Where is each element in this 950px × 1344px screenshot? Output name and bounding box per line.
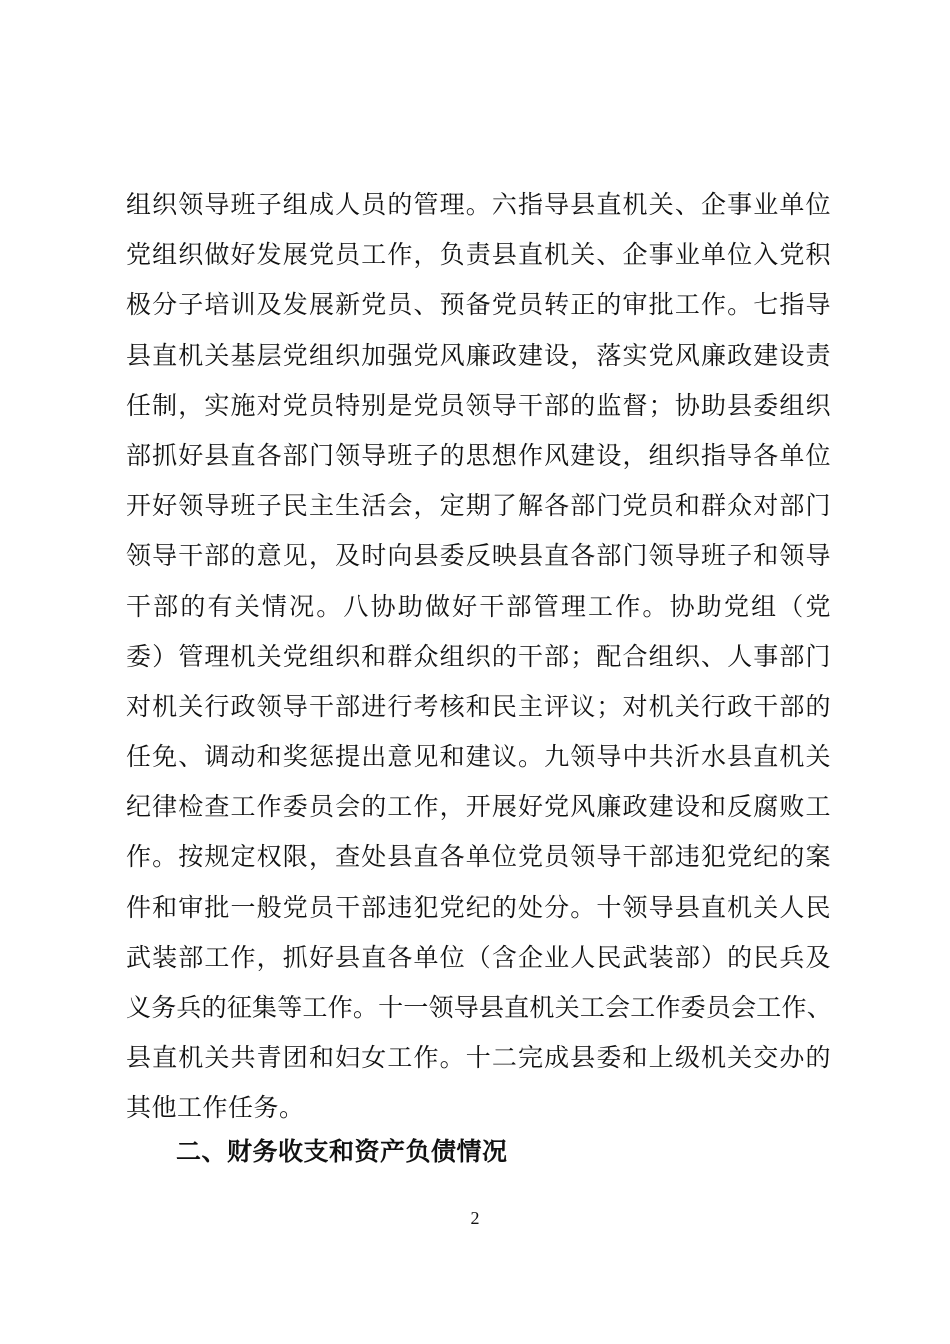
body-line: 委）管理机关党组织和群众组织的干部；配合组织、人事部门 (126, 641, 831, 671)
body-paragraph (126, 180, 831, 1134)
body-line: 其他工作任务。 (126, 1093, 305, 1123)
body-line: 县直机关共青团和妇女工作。十二完成县委和上级机关交办的 (126, 1043, 831, 1073)
body-line: 极分子培训及发展新党员、预备党员转正的审批工作。七指导 (126, 290, 831, 320)
body-line: 组织领导班子组成人员的管理。六指导县直机关、企事业单位 (126, 190, 831, 219)
body-line: 部抓好县直各部门领导班子的思想作风建设，组织指导各单位 (126, 440, 831, 470)
body-line: 对机关行政领导干部进行考核和民主评议；对机关行政干部的 (126, 691, 831, 721)
body-line: 武装部工作，抓好县直各单位（含企业人民武装部）的民兵及 (126, 942, 831, 972)
body-line: 干部的有关情况。八协助做好干部管理工作。协助党组（党 (126, 591, 831, 621)
body-line: 件和审批一般党员干部违犯党纪的处分。十领导县直机关人民 (126, 892, 831, 922)
body-line: 纪律检查工作委员会的工作，开展好党风廉政建设和反腐败工 (126, 792, 831, 822)
body-line: 领导干部的意见，及时向县委反映县直各部门领导班子和领导 (126, 541, 831, 571)
body-line: 任制，实施对党员特别是党员领导干部的监督；协助县委组织 (126, 390, 831, 420)
body-line: 县直机关基层党组织加强党风廉政建设，落实党风廉政建设责 (126, 340, 831, 370)
section-heading: 二、财务收支和资产负债情况 (176, 1137, 508, 1166)
body-line: 开好领导班子民主生活会，定期了解各部门党员和群众对部门 (126, 491, 831, 521)
page-number: 2 (470, 1208, 480, 1228)
body-line: 义务兵的征集等工作。十一领导县直机关工会工作委员会工作、 (126, 993, 831, 1022)
body-line: 作。按规定权限，查处县直各单位党员领导干部违犯党纪的案 (126, 842, 831, 872)
body-line: 任免、调动和奖惩提出意见和建议。九领导中共沂水县直机关 (126, 742, 831, 772)
body-line: 党组织做好发展党员工作，负责县直机关、企事业单位入党积 (126, 240, 831, 270)
